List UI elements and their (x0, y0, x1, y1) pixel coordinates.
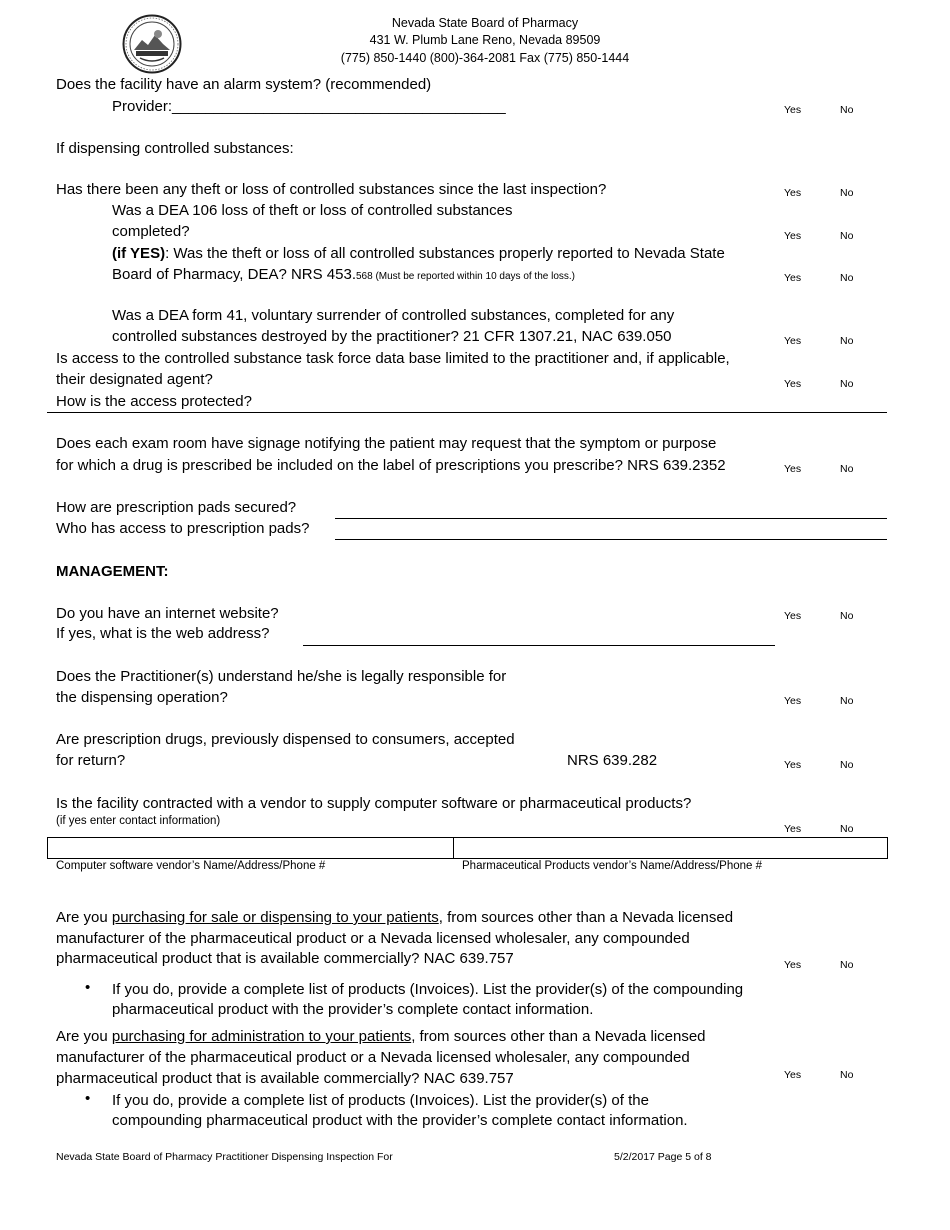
returns-yes[interactable]: Yes (784, 759, 802, 771)
signage-yes[interactable]: Yes (784, 463, 802, 475)
admin-line1 (56, 1026, 706, 1047)
dea106-line2: completed? (112, 223, 190, 240)
vendor-note: (if yes enter contact information) (56, 815, 221, 827)
admin-underlined: purchasing for administration to your patients (111, 1028, 412, 1045)
admin-post: , from sources other than a Nevada licensed (411, 1028, 706, 1045)
vendor-no[interactable]: No (840, 823, 854, 835)
pads-access-label: Who has access to prescription pads? (56, 520, 310, 537)
dea41-line1: Was a DEA form 41, voluntary surrender of controlled substances, completed for any (112, 307, 675, 324)
sale-line3: pharmaceutical product that is available commercially? NAC 639.757 (56, 950, 514, 967)
legal-line1: Does the Practitioner(s) understand he/she is legally responsible for (56, 668, 507, 685)
pads-secured-label: How are prescription pads secured? (56, 499, 297, 516)
sale-pre: Are you (56, 909, 112, 926)
website-no[interactable]: No (840, 610, 854, 622)
dea106-yes[interactable]: Yes (784, 230, 802, 242)
ifyes-l2-text: Board of Pharmacy, DEA? NRS 453. (112, 266, 356, 283)
section-divider (47, 412, 887, 413)
admin-no[interactable]: No (840, 1069, 854, 1081)
ifyes-text: : Was the theft or loss of all controlled substances properly reported to Nevada State (165, 245, 725, 262)
website-yes[interactable]: Yes (784, 610, 802, 622)
pharma-vendor-label: Pharmaceutical Products vendor’s Name/Address/Phone # (462, 860, 763, 872)
access-line2: their designated agent? (56, 371, 213, 388)
header-address: 431 W. Plumb Lane Reno, Nevada 89509 (369, 33, 601, 47)
footer-left: Nevada State Board of Pharmacy Practitioner Dispensing Inspection For (56, 1151, 393, 1163)
sale-bullet-line1: If you do, provide a complete list of products (Invoices). List the provider(s) of the compounding (112, 981, 744, 998)
header-org: Nevada State Board of Pharmacy (391, 16, 579, 30)
admin-yes[interactable]: Yes (784, 1069, 802, 1081)
vendor-question: Is the facility contracted with a vendor to supply computer software or pharmaceutical products? (56, 795, 692, 812)
access-yes[interactable]: Yes (784, 378, 802, 390)
admin-bullet-icon: • (85, 1090, 91, 1107)
ifyes-line1 (112, 243, 725, 264)
sale-yes[interactable]: Yes (784, 959, 802, 971)
access-protected: How is the access protected? (56, 393, 252, 410)
admin-pre: Are you (56, 1028, 112, 1045)
sale-line2: manufacturer of the pharmaceutical product or a Nevada licensed wholesaler, any compounded (56, 930, 690, 947)
alarm-no[interactable]: No (840, 104, 854, 116)
footer-right: 5/2/2017 Page 5 of 8 (614, 1151, 712, 1163)
returns-line1: Are prescription drugs, previously dispensed to consumers, accepted (56, 731, 515, 748)
returns-no[interactable]: No (840, 759, 854, 771)
legal-yes[interactable]: Yes (784, 695, 802, 707)
sale-bullet-icon: • (85, 979, 91, 996)
pharma-vendor-field[interactable] (453, 837, 888, 859)
legal-no[interactable]: No (840, 695, 854, 707)
legal-line2: the dispensing operation? (56, 689, 228, 706)
website-question: Do you have an internet website? (56, 605, 279, 622)
ifyes-yes[interactable]: Yes (784, 272, 802, 284)
state-seal (122, 14, 182, 74)
ifyes-line2 (112, 264, 575, 287)
signage-line1: Does each exam room have signage notifying the patient may request that the symptom or purpose (56, 435, 717, 452)
sale-underlined: purchasing for sale or dispensing to your patients (111, 909, 439, 926)
alarm-question: Does the facility have an alarm system? (recommended) (56, 76, 432, 93)
dea41-no[interactable]: No (840, 335, 854, 347)
pads-access-field[interactable] (335, 539, 887, 540)
sale-line1 (56, 907, 733, 928)
dea41-line2: controlled substances destroyed by the practitioner? 21 CFR 1307.21, NAC 639.050 (112, 328, 672, 345)
dea106-line1: Was a DEA 106 loss of theft or loss of controlled substances (112, 202, 513, 219)
pads-secured-field[interactable] (335, 518, 887, 519)
access-no[interactable]: No (840, 378, 854, 390)
access-line1: Is access to the controlled substance task force data base limited to the practitioner and, if applicable, (56, 350, 730, 367)
webaddr-field[interactable] (303, 645, 775, 646)
vendor-yes[interactable]: Yes (784, 823, 802, 835)
ifyes-l2-small: 568 (Must be reported within 10 days of the loss.) (356, 271, 576, 282)
webaddr-label: If yes, what is the web address? (56, 625, 270, 642)
returns-nrs: NRS 639.282 (567, 752, 658, 769)
theft-yes[interactable]: Yes (784, 187, 802, 199)
admin-bullet-line1: If you do, provide a complete list of products (Invoices). List the provider(s) of the (112, 1092, 649, 1109)
signage-no[interactable]: No (840, 463, 854, 475)
admin-line2: manufacturer of the pharmaceutical product or a Nevada licensed wholesaler, any compounded (56, 1049, 690, 1066)
theft-question: Has there been any theft or loss of controlled substances since the last inspection? (56, 181, 607, 198)
header-phones: (775) 850-1440 (800)-364-2081 Fax (775) 850-1444 (340, 51, 630, 65)
alarm-yes[interactable]: Yes (784, 104, 802, 116)
dea106-no[interactable]: No (840, 230, 854, 242)
controlled-intro: If dispensing controlled substances: (56, 140, 294, 157)
dea41-yes[interactable]: Yes (784, 335, 802, 347)
sale-post: , from sources other than a Nevada licensed (438, 909, 734, 926)
admin-bullet-line2: compounding pharmaceutical product with the provider’s complete contact information. (112, 1112, 688, 1129)
returns-line2: for return? (56, 752, 126, 769)
signage-line2: for which a drug is prescribed be included on the label of prescriptions you prescribe? NRS 639.2352 (56, 457, 726, 474)
sale-bullet-line2: pharmaceutical product with the provider’s complete contact information. (112, 1001, 594, 1018)
sale-no[interactable]: No (840, 959, 854, 971)
ifyes-no[interactable]: No (840, 272, 854, 284)
alarm-provider-field[interactable]: Provider:________________________________________ (112, 98, 506, 115)
software-vendor-field[interactable] (47, 837, 454, 859)
management-heading: MANAGEMENT: (56, 563, 169, 580)
theft-no[interactable]: No (840, 187, 854, 199)
ifyes-bold: (if YES) (112, 245, 166, 262)
admin-line3: pharmaceutical product that is available commercially? NAC 639.757 (56, 1070, 514, 1087)
software-vendor-label: Computer software vendor’s Name/Address/Phone # (56, 860, 326, 872)
